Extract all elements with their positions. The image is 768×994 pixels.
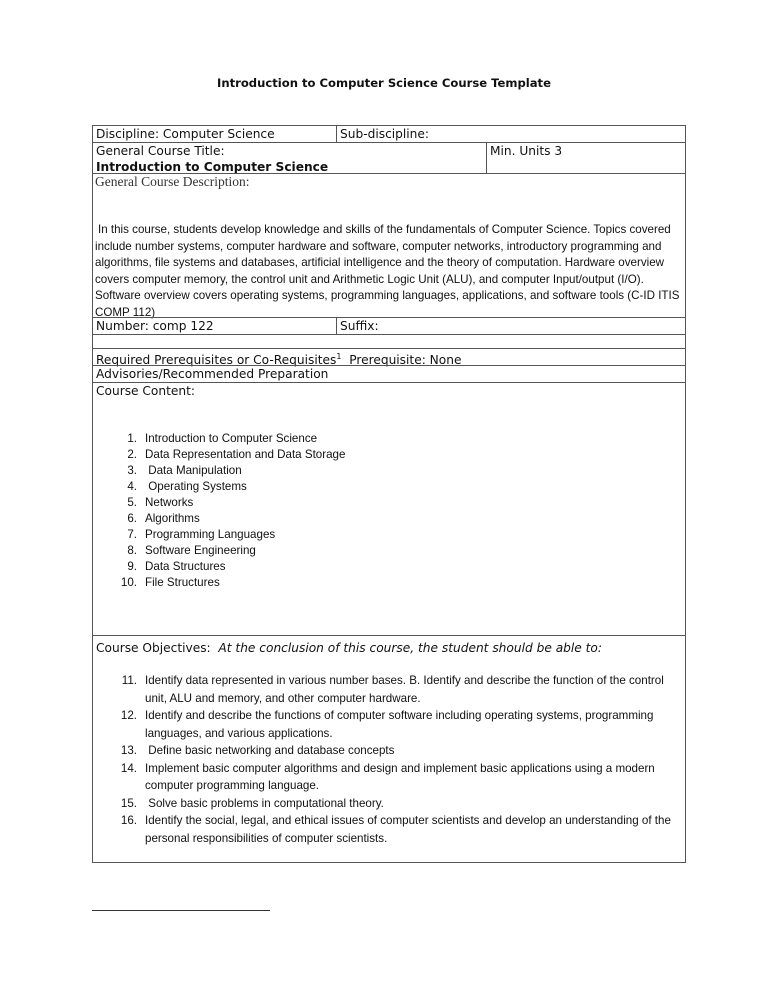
description-text: In this course, students develop knowledge and skills of the fundamentals of Computer Science. Topics covered include number systems, computer hardware and software, computer networks, introductory programming and algorithms, file systems and databases, artificial intelligence and the theory of computation. Hardware overview covers computer memory, the control unit and Arithmetic Logic Unit (ALU), and computer Input/output (I/O). Software overview covers operating systems, programming languages, applications, and software tools (C-ID ITIS COMP 112) — [95, 223, 680, 319]
objective-item — [111, 742, 676, 760]
objectives-row — [92, 635, 686, 863]
item-number: 14. — [120, 761, 137, 775]
item-text: Data Representation and Data Storage — [145, 448, 346, 461]
item-number: 13. — [120, 744, 137, 757]
item-number: 1. — [127, 432, 137, 445]
item-number: 10. — [120, 576, 137, 589]
min-units: Min. Units 3 — [486, 143, 685, 173]
blank-row — [92, 334, 686, 349]
item-text: Introduction to Computer Science — [145, 432, 318, 445]
content-list — [111, 431, 671, 591]
objective-item — [111, 760, 676, 795]
objectives-list — [111, 672, 676, 847]
item-text: Define basic networking and database concepts — [145, 744, 395, 757]
general-title-label: General Course Title: — [96, 144, 225, 158]
prereq-label: Required Prerequisites or Co-Requisites — [96, 353, 337, 368]
number-row — [92, 317, 686, 335]
content-item — [111, 463, 671, 479]
discipline-row — [92, 125, 686, 143]
suffix: Suffix: — [336, 318, 685, 334]
objective-item — [111, 672, 676, 707]
item-number: 3. — [127, 464, 137, 477]
course-title-row — [92, 142, 686, 174]
content-label: Course Content: — [96, 384, 195, 398]
description-label: General Course Description: — [95, 174, 250, 189]
objectives-label: Course Objectives: — [96, 641, 211, 655]
content-item — [111, 447, 671, 463]
number: Number: comp 122 — [96, 319, 214, 333]
item-text: Software Engineering — [145, 544, 256, 557]
content-item — [111, 511, 671, 527]
item-number: 5. — [127, 496, 137, 509]
item-number: 7. — [127, 528, 137, 541]
advisories-row — [92, 365, 686, 383]
sub-discipline: Sub-discipline: — [336, 126, 685, 142]
prereq-value: Prerequisite: None — [349, 353, 462, 368]
content-item — [111, 575, 671, 591]
item-text: Identify the social, legal, and ethical issues of computer scientists and develop an understanding of the personal responsibilities of computer scientists. — [145, 814, 675, 845]
item-number: 2. — [127, 448, 137, 461]
item-number: 4. — [127, 480, 137, 493]
objectives-intro: At the conclusion of this course, the student should be able to: — [218, 641, 602, 655]
item-text: Operating Systems — [145, 480, 247, 493]
item-text: Data Manipulation — [145, 464, 242, 477]
item-number: 9. — [127, 560, 137, 573]
item-number: 11. — [121, 674, 137, 687]
general-title: Introduction to Computer Science — [96, 160, 329, 174]
item-text: Solve basic problems in computational theory. — [145, 796, 384, 810]
item-number: 15. — [120, 796, 137, 810]
course-content-row — [92, 382, 686, 636]
item-number: 8. — [127, 544, 137, 557]
content-item — [111, 543, 671, 559]
advisories: Advisories/Recommended Preparation — [96, 367, 329, 381]
objective-item — [111, 707, 676, 742]
page-title: Introduction to Computer Science Course Template — [217, 76, 551, 90]
content-item — [111, 495, 671, 511]
item-text: Identify and describe the functions of computer software including operating systems, programming languages, and various applications. — [145, 709, 657, 740]
footnote-separator — [92, 910, 270, 911]
item-number: 12. — [120, 709, 137, 722]
footnote-ref: 1 — [336, 352, 342, 361]
description-row — [92, 173, 686, 318]
item-text: File Structures — [145, 576, 220, 589]
item-text: Programming Languages — [145, 528, 276, 541]
prerequisites-row — [92, 348, 686, 366]
item-number: 16. — [120, 814, 137, 827]
item-text: Implement basic computer algorithms and design and implement basic applications using a modern computer programming language. — [145, 761, 658, 792]
objective-item — [111, 812, 676, 847]
item-text: Algorithms — [145, 512, 200, 525]
item-text: Data Structures — [145, 560, 226, 573]
objective-item — [111, 795, 676, 813]
content-item — [111, 479, 671, 495]
content-item — [111, 527, 671, 543]
item-text: Identify data represented in various number bases. B. Identify and describe the function of the control unit, ALU and memory, and other computer hardware. — [145, 674, 668, 705]
discipline: Discipline: Computer Science — [96, 127, 275, 141]
item-number: 6. — [127, 512, 137, 525]
content-item — [111, 431, 671, 447]
item-text: Networks — [145, 496, 194, 509]
content-item — [111, 559, 671, 575]
